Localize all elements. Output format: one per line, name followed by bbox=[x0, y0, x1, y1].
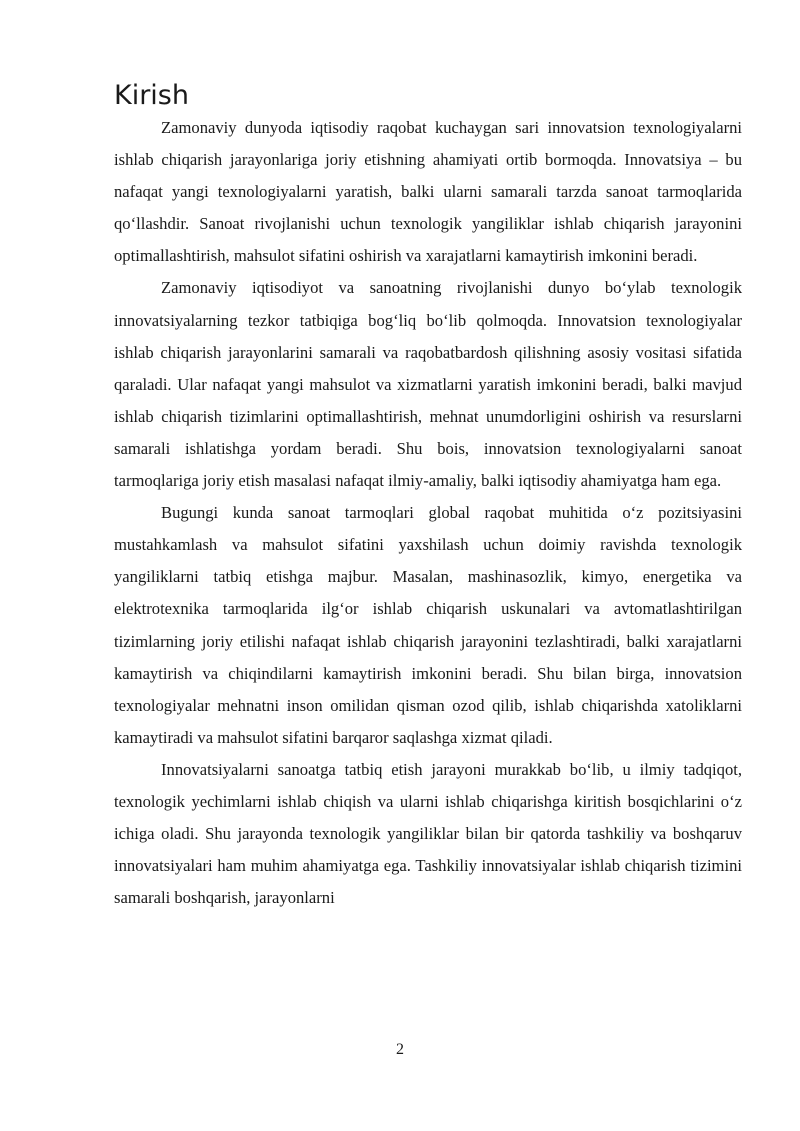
section-heading: Kirish bbox=[114, 80, 189, 111]
paragraph: Bugungi kunda sanoat tarmoqlari global raqobat muhitida oʻz pozitsiyasini mustahkamlash va mahsulot sifatini yaxshilash uchun doimiy ravishda texnologik yangiliklarni tatbiq etishga majbur. Masalan, mashinasozlik, kimyo, energetika va elektrotexnika tarmoqlarida ilgʻor ishlab chiqarish uskunalari va avtomatlashtirilgan tizimlarning joriy etilishi nafaqat ishlab chiqarish jarayonini tezlashtiradi, balki xarajatlarni kamaytirish va chiqindilarni kamaytirish imkonini beradi. Shu bilan birga, innovatsion texnologiyalar mehnatni inson omilidan qisman ozod qilib, ishlab chiqarishda xatoliklarni kamaytiradi va mahsulot sifatini barqaror saqlashga xizmat qiladi. bbox=[114, 503, 742, 747]
page-number: 2 bbox=[396, 1041, 404, 1058]
paragraph: Innovatsiyalarni sanoatga tatbiq etish jarayoni murakkab boʻlib, u ilmiy tadqiqot, texnologik yechimlarni ishlab chiqish va ularni ishlab chiqarishga kiritish bosqichlarini oʻz ichiga oladi. Shu jarayonda texnologik yangiliklar bilan bir qatorda tashkiliy va boshqaruv innovatsiyalari ham muhim ahamiyatga ega. Tashkiliy innovatsiyalar ishlab chiqarish tizimini samarali boshqarish, jarayonlarni bbox=[114, 759, 742, 908]
paragraph: Zamonaviy iqtisodiyot va sanoatning rivojlanishi dunyo boʻylab texnologik innovatsiyalarning tezkor tatbiqiga bogʻliq boʻlib qolmoqda. Innovatsion texnologiyalar ishlab chiqarish jarayonlarini samarali va raqobatbardosh qilishning asosiy vositasi sifatida qaraladi. Ular nafaqat yangi mahsulot va xizmatlarni yaratish imkonini beradi, balki mavjud ishlab chiqarish tizimlarini optimallashtirish, mehnat unumdorligini oshirish va resurslarni samarali ishlatishga yordam beradi. Shu bois, innovatsion texnologiyalarni sanoat tarmoqlariga joriy etish masalasi nafaqat ilmiy-amaliy, balki iqtisodiy ahamiyatga ham ega. bbox=[114, 278, 742, 491]
paragraph: Zamonaviy dunyoda iqtisodiy raqobat kuchaygan sari innovatsion texnologiyalarni ishlab chiqarish jarayonlariga joriy etishning ahamiyati ortib bormoqda. Innovatsiya – bu nafaqat yangi texnologiyalarni yaratish, balki ularni samarali tarzda sanoat tarmoqlarida qoʻllashdir. Sanoat rivojlanishi uchun texnologik yangiliklar ishlab chiqarish jarayonini optimallashtirish, mahsulot sifatini oshirish va xarajatlarni kamaytirish imkonini beradi. bbox=[114, 118, 742, 266]
document-page bbox=[114, 80, 742, 914]
